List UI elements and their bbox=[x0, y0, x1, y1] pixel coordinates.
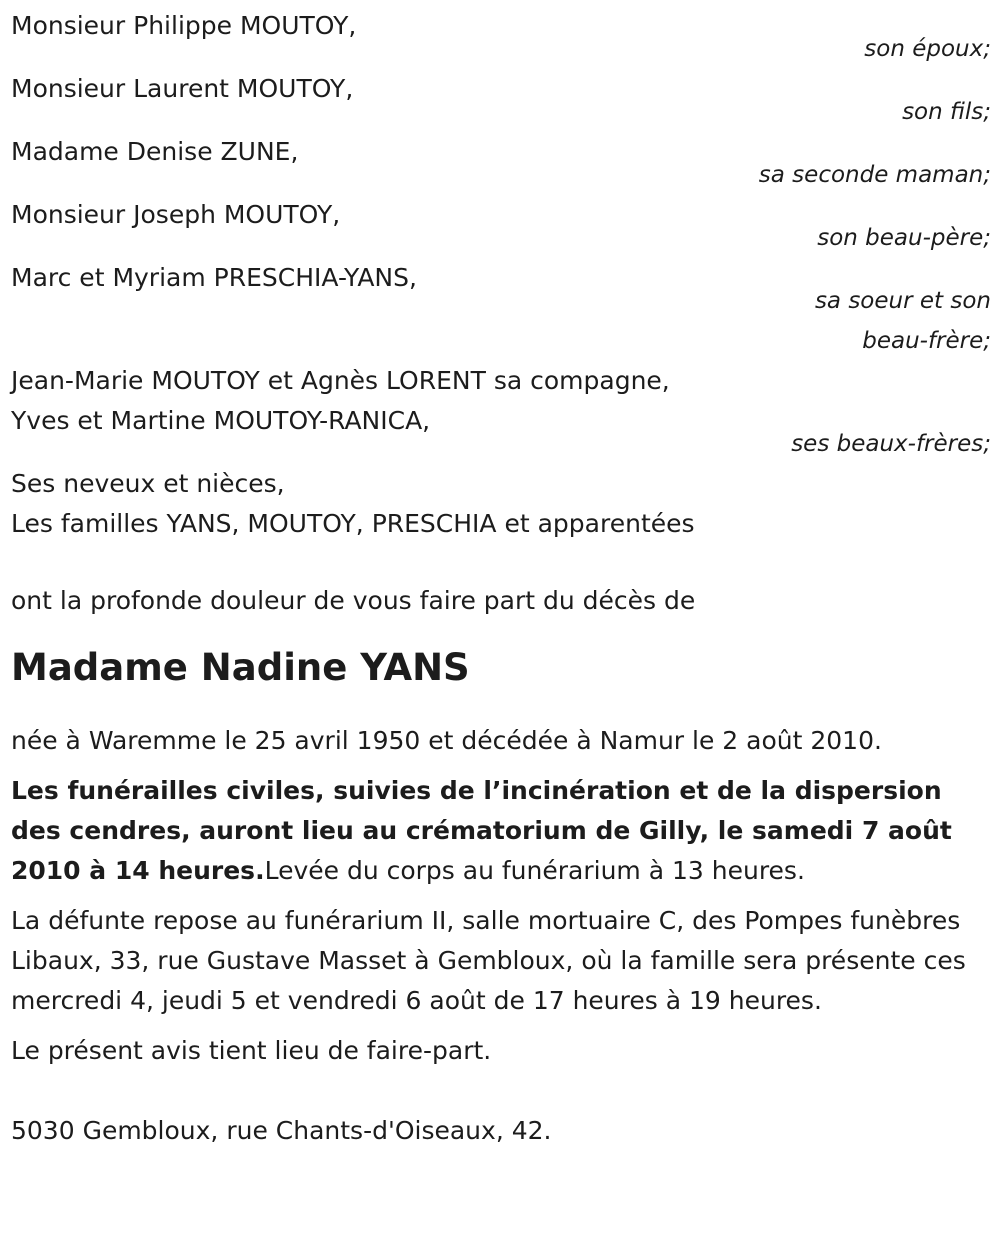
family-entry bbox=[11, 195, 991, 258]
funeral-details: Les funérailles civiles, suivies de l’incinération et de la dispersion des cendres, auront lieu au crématorium de Gilly, le samedi 7 août 2010 à 14 heures. bbox=[11, 776, 952, 885]
relation-label: sa seconde maman; bbox=[758, 162, 991, 188]
relation-line: beau-frère; bbox=[862, 328, 991, 354]
other-relatives-line: Ses neveux et nièces, bbox=[11, 469, 285, 498]
other-relatives-line: Les familles YANS, MOUTOY, PRESCHIA et apparentées bbox=[11, 509, 695, 538]
family-entry bbox=[11, 361, 991, 464]
funeral-departure: Levée du corps au funérarium à 13 heures. bbox=[264, 856, 805, 885]
deceased-name: Madame Nadine YANS bbox=[11, 646, 470, 689]
relation-label: son fils; bbox=[902, 99, 991, 125]
relation-label: son époux; bbox=[864, 36, 991, 62]
address: 5030 Gembloux, rue Chants-d'Oiseaux, 42. bbox=[11, 1116, 552, 1145]
relation-label: ses beaux-frères; bbox=[791, 431, 991, 457]
family-name: Madame Denise ZUNE, bbox=[11, 137, 299, 166]
family-name: Monsieur Laurent MOUTOY, bbox=[11, 74, 354, 103]
obituary-notice bbox=[11, 6, 991, 1151]
funeral-info bbox=[11, 771, 991, 891]
family-entry bbox=[11, 69, 991, 132]
relation-line: sa soeur et son bbox=[814, 288, 991, 314]
rest-info: La défunte repose au funérarium II, salle mortuaire C, des Pompes funèbres Libaux, 33, rue Gustave Masset à Gembloux, où la famille sera présente ces mercredi 4, jeudi 5 et vendredi 6 août de 17 heures à 19 heures. bbox=[11, 906, 966, 1015]
birth-death-info: née à Waremme le 25 avril 1950 et décédée à Namur le 2 août 2010. bbox=[11, 726, 882, 755]
family-name: Monsieur Joseph MOUTOY, bbox=[11, 200, 341, 229]
family-name: Jean-Marie MOUTOY et Agnès LORENT sa compagne, bbox=[11, 366, 670, 395]
relation-label: son beau-père; bbox=[817, 225, 991, 251]
announcement: ont la profonde douleur de vous faire part du décès de bbox=[11, 586, 696, 615]
notice-statement: Le présent avis tient lieu de faire-part. bbox=[11, 1036, 492, 1065]
family-entry bbox=[11, 258, 991, 361]
other-relatives bbox=[11, 464, 991, 544]
family-entry bbox=[11, 132, 991, 195]
family-name: Marc et Myriam PRESCHIA-YANS, bbox=[11, 263, 417, 292]
family-entry bbox=[11, 6, 991, 69]
family-name: Monsieur Philippe MOUTOY, bbox=[11, 11, 357, 40]
family-name: Yves et Martine MOUTOY-RANICA, bbox=[11, 406, 431, 435]
